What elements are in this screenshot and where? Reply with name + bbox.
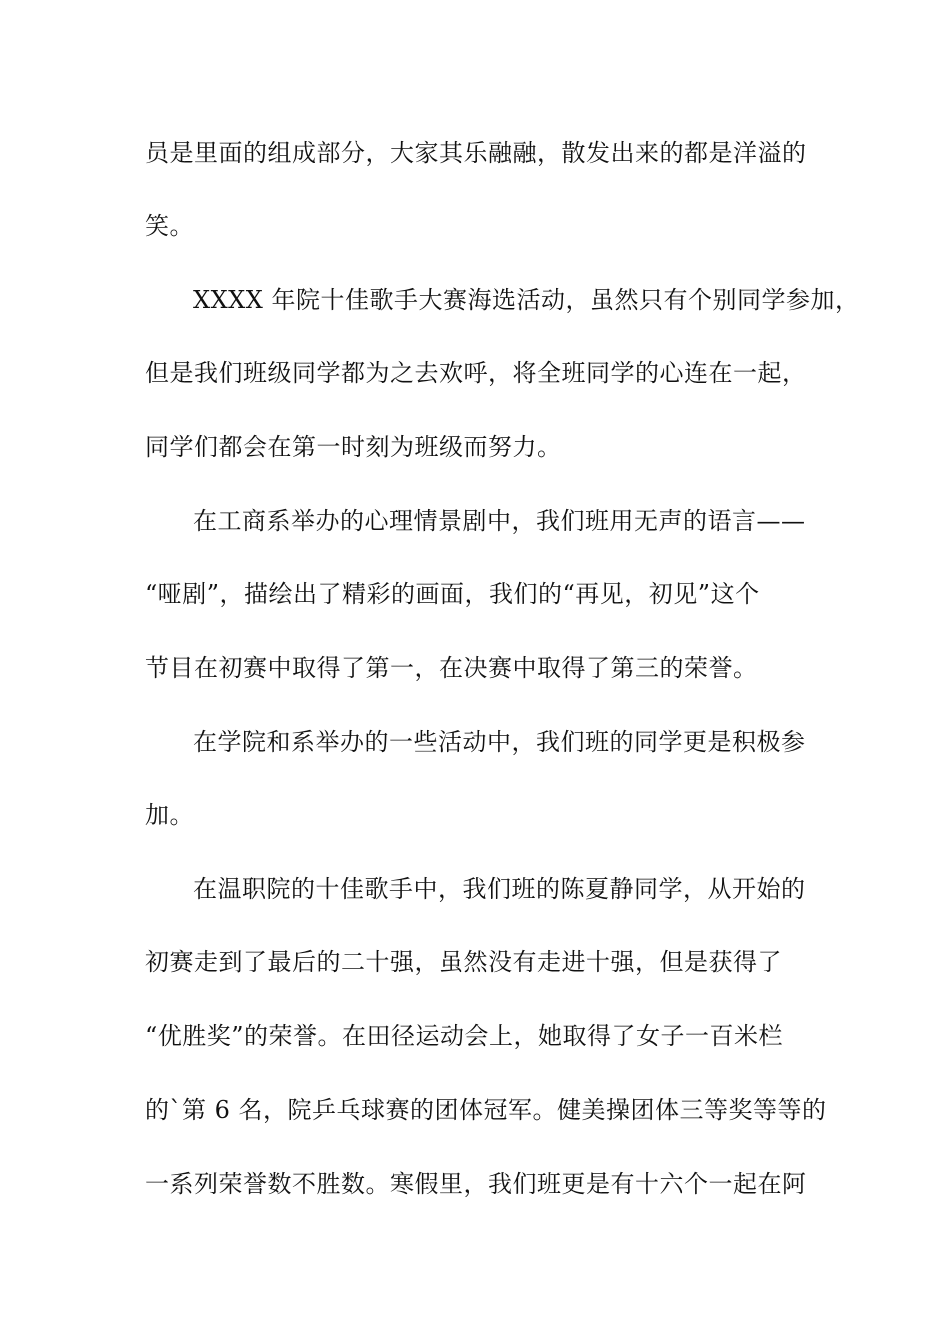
text-line: 的`第 6 名，院乒乓球赛的团体冠军。健美操团体三等奖等等的 <box>145 1096 827 1124</box>
text-line: 初赛走到了最后的二十强，虽然没有走进十强，但是获得了 <box>145 948 782 976</box>
text-line: “优胜奖”的荣誉。在田径运动会上，她取得了女子一百米栏 <box>145 1022 784 1050</box>
paragraph-first-line: XXXX 年院十佳歌手大赛海选活动，虽然只有个别同学参加， <box>193 286 860 314</box>
text-line: 员是里面的组成部分，大家其乐融融，散发出来的都是洋溢的 <box>145 139 807 167</box>
text-line: 加。 <box>145 801 194 829</box>
paragraph-first-line: 在学院和系举办的一些活动中，我们班的同学更是积极参 <box>193 728 806 756</box>
text-line: 笑。 <box>145 212 194 240</box>
paragraph-first-line: 在温职院的十佳歌手中，我们班的陈夏静同学，从开始的 <box>193 875 806 903</box>
paragraph-first-line: 在工商系举办的心理情景剧中，我们班用无声的语言—— <box>193 507 806 535</box>
text-line: 但是我们班级同学都为之去欢呼，将全班同学的心连在一起， <box>145 359 807 387</box>
text-line: 一系列荣誉数不胜数。寒假里，我们班更是有十六个一起在阿 <box>145 1170 807 1198</box>
text-line: 同学们都会在第一时刻为班级而努力。 <box>145 433 562 461</box>
text-line: “哑剧”，描绘出了精彩的画面，我们的“再见，初见”这个 <box>145 580 760 608</box>
text-line: 节目在初赛中取得了第一，在决赛中取得了第三的荣誉。 <box>145 654 758 682</box>
